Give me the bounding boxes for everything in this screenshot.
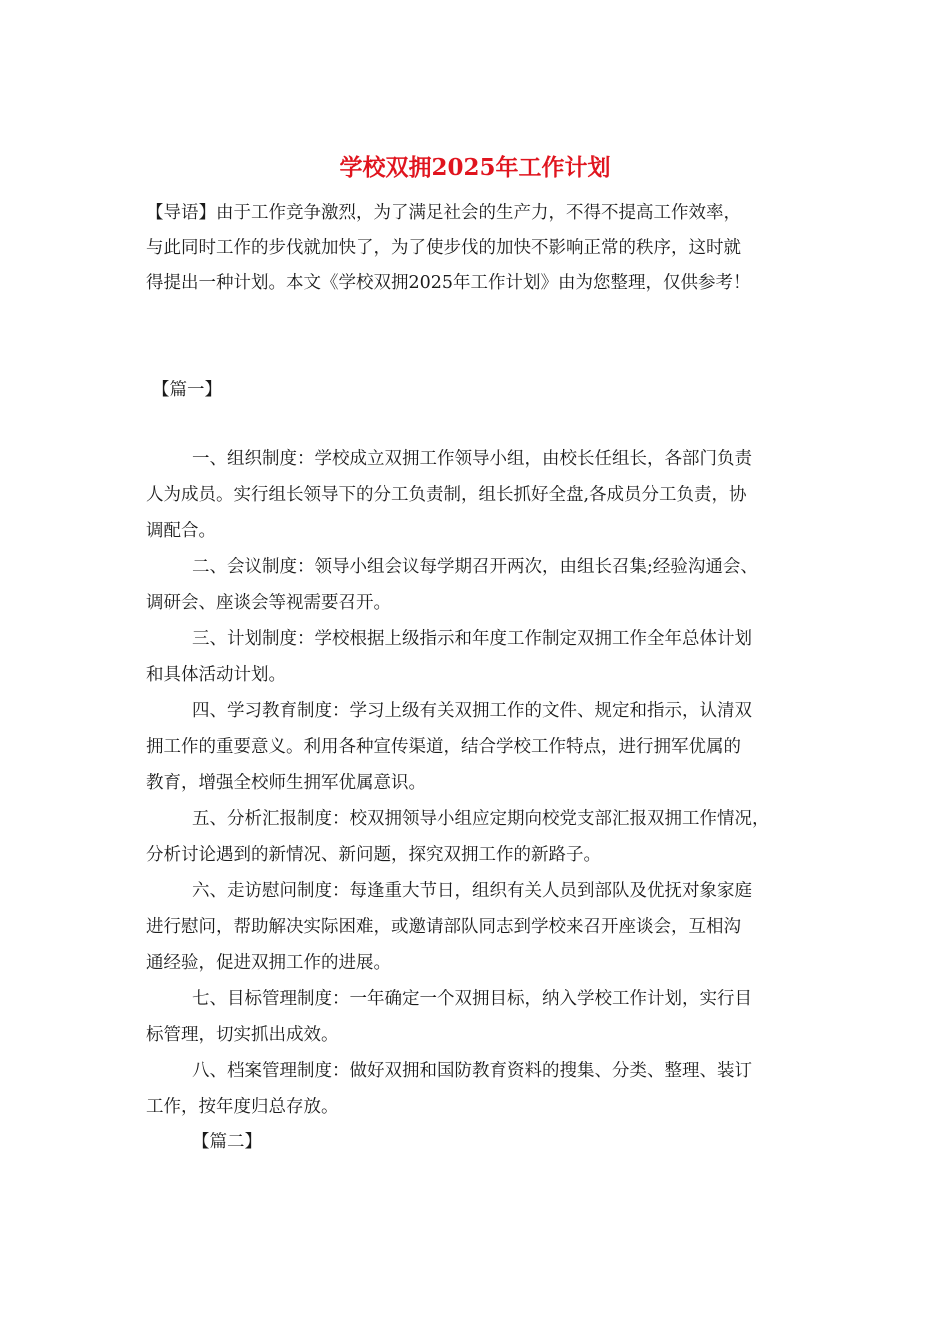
- paragraph-targets: [146, 981, 816, 1053]
- paragraph-visiting: [146, 873, 816, 981]
- paragraph-line: 一、组织制度：学校成立双拥工作领导小组，由校长任组长，各部门负责: [192, 449, 752, 469]
- paragraph-line: 拥工作的重要意义。利用各种宣传渠道，结合学校工作特点，进行拥军优属的: [146, 737, 741, 757]
- paragraph-line: 分析讨论遇到的新情况、新问题，探究双拥工作的新路子。: [146, 845, 601, 865]
- paragraph-line: 调研会、座谈会等视需要召开。: [146, 593, 391, 613]
- document-title: 学校双拥2025年工作计划: [339, 154, 611, 181]
- section-heading-1: 【篇一】: [152, 380, 222, 400]
- paragraph-line: 人为成员。实行组长领导下的分工负责制，组长抓好全盘,各成员分工负责，协: [146, 485, 747, 505]
- paragraph-line: 四、学习教育制度：学习上级有关双拥工作的文件、规定和指示，认清双: [192, 701, 752, 721]
- paragraph-line: 进行慰问，帮助解决实际困难，或邀请部队同志到学校来召开座谈会，互相沟: [146, 917, 741, 937]
- paragraph-line: 六、走访慰问制度：每逢重大节日，组织有关人员到部队及优抚对象家庭: [192, 881, 752, 901]
- intro-paragraph: [146, 196, 814, 301]
- paragraph-line: 七、目标管理制度：一年确定一个双拥目标，纳入学校工作计划，实行目: [192, 989, 752, 1009]
- paragraph-line: 和具体活动计划。: [146, 665, 286, 685]
- paragraph-line: 五、分析汇报制度：校双拥领导小组应定期向校党支部汇报双拥工作情况，: [192, 809, 770, 829]
- paragraph-line: 工作，按年度归总存放。: [146, 1097, 339, 1117]
- paragraph-line: 八、档案管理制度：做好双拥和国防教育资料的搜集、分类、整理、装订: [192, 1061, 752, 1081]
- paragraph-line: 通经验，促进双拥工作的进展。: [146, 953, 391, 973]
- intro-line: 得提出一种计划。本文《学校双拥2025年工作计划》由为您整理，仅供参考！: [146, 273, 751, 293]
- paragraph-organization: [146, 441, 816, 549]
- intro-line: 【导语】由于工作竞争激烈，为了满足社会的生产力，不得不提高工作效率，: [146, 203, 741, 223]
- paragraph-reporting: [146, 801, 816, 873]
- paragraph-planning: [146, 621, 816, 693]
- paragraph-education: [146, 693, 816, 801]
- paragraph-line: 二、会议制度：领导小组会议每学期召开两次，由组长召集;经验沟通会、: [192, 557, 758, 577]
- intro-line: 与此同时工作的步伐就加快了，为了使步伐的加快不影响正常的秩序，这时就: [146, 238, 741, 258]
- paragraph-line: 教育，增强全校师生拥军优属意识。: [146, 773, 426, 793]
- paragraph-archives: [146, 1053, 816, 1125]
- paragraph-line: 调配合。: [146, 521, 216, 541]
- paragraph-meeting: [146, 549, 816, 621]
- paragraph-line: 标管理，切实抓出成效。: [146, 1025, 339, 1045]
- section-heading-2: 【篇二】: [192, 1132, 262, 1152]
- paragraph-line: 三、计划制度：学校根据上级指示和年度工作制定双拥工作全年总体计划: [192, 629, 752, 649]
